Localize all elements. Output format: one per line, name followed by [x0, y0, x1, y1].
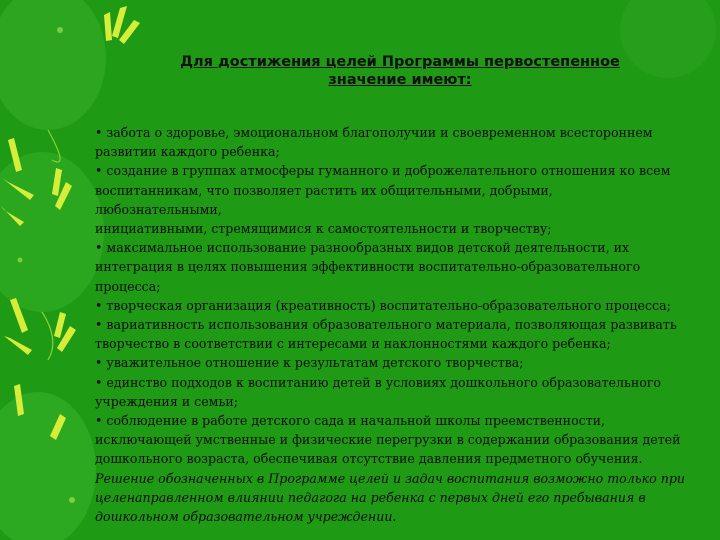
confetti-ray: [4, 336, 32, 355]
title-line: значение имеют:: [328, 72, 472, 88]
conclusion-line: Решение обозначенных в Программе целей и задач воспитания возможно только при: [95, 470, 685, 486]
confetti-dot: [18, 258, 23, 263]
goals-line: интеграция в целях повышения эффективности воспитательно-образовательного: [95, 259, 641, 275]
balloon-mid-left: [0, 152, 104, 312]
goals-line: • уважительное отношение к результатам детского творчества;: [95, 355, 524, 371]
goals-line: развитии каждого ребенка;: [95, 144, 280, 160]
goals-line: • создание в группах атмосферы гуманного и доброжелательного отношения ко всем: [95, 163, 671, 179]
goals-line: инициативными, стремящимися к самостоятельности и творчеству;: [95, 221, 552, 237]
goals-line: • творческая организация (креативность) воспитательно-образовательного процесса;: [95, 297, 671, 313]
goals-line: • вариативность использования образовательного материала, позволяющая развивать: [95, 317, 677, 333]
balloon-top-left: [0, 0, 106, 130]
goals-line: • единство подходов к воспитанию детей в условиях дошкольного образовательного: [95, 374, 662, 390]
goals-line: дошкольного возраста, обеспечивая отсутствие давления предметного обучения.: [95, 451, 643, 467]
confetti-dot: [57, 27, 63, 33]
title-line: Для достижения целей Программы первостепенное: [180, 54, 620, 70]
confetti-dot: [69, 497, 75, 503]
conclusion-line: дошкольном образовательном учреждении.: [95, 509, 397, 525]
goals-line: • максимальное использование разнообразных видов детской деятельности, их: [95, 240, 630, 256]
conclusion-line: целенаправленном влиянии педагога на ребенка с первых дней его пребывания в: [95, 489, 646, 505]
slide-title: [140, 53, 660, 89]
goals-line: исключающей умственные и физические перегрузки в содержании образования детей: [95, 432, 681, 448]
goals-line: любознательными,: [95, 201, 222, 217]
goals-line: учреждения и семьи;: [95, 393, 238, 409]
goals-line: процесса;: [95, 278, 161, 294]
goals-line: воспитанникам, что позволяет растить их общительными, добрыми,: [95, 182, 553, 198]
balloon-string: [42, 312, 53, 360]
balloon-bottom-left: [0, 392, 96, 540]
goals-line: творчество в соответствии с интересами и наклонностями каждого ребенка;: [95, 336, 611, 352]
confetti-ray: [119, 20, 140, 44]
goals-list: [95, 123, 695, 526]
goals-line: • соблюдение в работе детского сада и начальной школы преемственности,: [95, 413, 606, 429]
confetti-ray: [54, 312, 66, 338]
confetti-ray: [104, 12, 112, 41]
goals-line: • забота о здоровье, эмоциональном благополучии и своевременном всестороннем: [95, 125, 653, 140]
